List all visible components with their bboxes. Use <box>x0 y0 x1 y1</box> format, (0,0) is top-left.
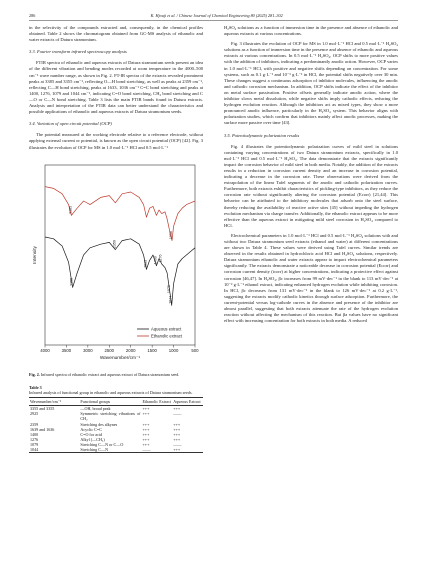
table-cell: +++ <box>142 426 150 432</box>
table-cell: +++ <box>142 411 150 417</box>
chart-legend <box>137 326 183 338</box>
table-cell: +++ <box>173 426 181 432</box>
table-cell: +++ <box>142 431 150 437</box>
peak-label: 3355 <box>69 277 74 286</box>
table-cell: +++ <box>142 406 150 412</box>
peak-label: 1079 <box>167 284 172 293</box>
polarization-paragraph: Fig. 4 illustrates the potentiodynamic polarization curves of mild steel in solutions containing varying concentrations of two Datura stramonium extracts, specifically in 1.0 mol·L⁻¹ HCl and 0.5 mol·L⁻¹ H₂SO₄. The data demonstrate that the extracts significantly impact the corrosion behavior of mild steel in both media. Notably, the addition of the extracts results in a reduction in corrosion current density and an increase in corrosion potential, indicating a decrease in the corrosion rate. These observations were derived from the extrapolation of the linear Tafel segments of the anodic and cathodic polarization curves. Furthermore, both extracts exhibit characteristics of pickling-type inhibitors, as they reduce the corrosion rate without significantly altering the corrosion potential (Ecorr) [21,44]. This behavior can be attributed to the inhibitory molecules that adsorb onto the steel surface, thereby reducing the availability of reactive active sites [45] without impeding the hydrogen evolution mechanism via charge transfer. Additionally, the ethanolic extract appears to be more effective than the aqueous extract in mitigating mild steel corrosion in H₂SO₄ compared to HCl. <box>224 143 398 228</box>
plot-frame <box>45 165 195 345</box>
table-body <box>29 406 203 453</box>
table-cell: —— <box>142 447 173 453</box>
peak-label: 1633 <box>143 259 148 268</box>
table-cell: 1276 <box>30 436 39 442</box>
table-header-cell: Wavenumber/cm⁻¹ <box>29 398 79 406</box>
table-cell: +++ <box>173 436 181 442</box>
page-header <box>29 10 398 21</box>
x-tick-label: 500 <box>191 347 199 353</box>
table-cell: Stretching C—N <box>79 447 141 453</box>
table-cell: 1400 <box>30 431 39 437</box>
peak-label: 3385 <box>68 205 73 214</box>
ocp-results-paragraph: Fig. 3 illustrates the evolution of OCP for MS in 1.0 mol·L⁻¹ HCl and 0.5 mol·L⁻¹ H₂SO₄ solutions as a function of immersion time in the presence and absence of ethanolic and aqueous extracts at various concentrations. In 0.5 mol·L⁻¹ H₂SO₄, OCP shifts to more positive values with the addition of inhibitors, indicating a predominantly anodic action. However, OCP varies in 1.0 mol·L⁻¹ HCl, with positive and negative shifts depending on concentration. For some systems, such as 0.1 g·L⁻¹ and 10⁻³ g·L⁻¹ in HCl, the potential shifts negatively over 30 min. These changes suggest a continuous adsorption of inhibitor molecules, influencing the anodic and cathodic corrosion mechanism. In addition, OCP shifts indicate the effect of the inhibitor on metal surface passivation. Positive offsets generally indicate anodic action, where the inhibitor slows metal dissolution, while negative shifts imply cathodic effects, reducing the hydrogen evolution reaction. Although the inhibitors act as mixed types, they show a more pronounced anodic influence, particularly in the H₂SO₄ system. This behavior aligns with polarization studies, which confirm that inhibitors mainly affect anodic processes, making the surface more passive over time [43]. <box>224 41 398 126</box>
table-row <box>29 411 203 421</box>
intro-paragraph: in the selectivity of the compounds extracted and, consequently, in the chemical profiles obtained. Table 2 shows the chromatogram obtained from GC-MS analysis of ethanolic and water extracts of Datura stramonium. <box>29 25 203 43</box>
legend-label: Aqueous extract <box>151 325 182 331</box>
table-cell: 3355 and 3355 <box>30 406 55 412</box>
table-cell: 1079 <box>30 441 39 447</box>
table-cell: —— <box>173 411 182 417</box>
table-cell: 1639 and 1636 <box>30 426 55 432</box>
y-axis-label: Intensity <box>33 245 38 264</box>
x-tick-label: 2000 <box>125 347 136 353</box>
table-cell: +++ <box>142 421 150 427</box>
x-tick-label: 1500 <box>147 347 157 353</box>
table-header-cell: Ethanolic Extract <box>142 399 172 405</box>
table-cell: C=O for acid <box>80 431 103 437</box>
ocp-continuation-paragraph: H₂SO₄ solutions as a function of immersion time in the presence and absence of ethanolic and aqueous extracts at various concentrations. <box>224 25 398 37</box>
peak-label: 1276 <box>158 254 163 263</box>
legend-label: Ethanolic extract <box>151 332 182 338</box>
section-3-4-heading: 3.4. Variation of open circuit potential (OCP) <box>29 121 112 127</box>
table-cell: +++ <box>142 441 150 447</box>
table-cell: 2359 <box>30 421 39 427</box>
table-cell: +++ <box>173 421 181 427</box>
table-cell: —— <box>173 441 182 447</box>
figure-caption-text: Infrared spectra of ethanolic extract and aqueous extract of Datura stramonium seed. <box>40 371 180 377</box>
peak-label: 1036 <box>169 230 174 239</box>
table-title: Infrared analysis of functional group in ethanolic and aqueous extracts of Datura stramonium seeds. <box>29 390 193 395</box>
ftir-figure <box>29 157 203 369</box>
page-number: 286 <box>29 12 36 18</box>
chart-series <box>45 186 195 305</box>
ftir-chart <box>29 157 203 369</box>
x-tick-label: 1000 <box>168 347 179 353</box>
table-cell: +++ <box>172 447 203 453</box>
table-cell: 1044 <box>29 447 79 453</box>
x-tick-label: 3000 <box>83 347 93 353</box>
x-tick-label: 2500 <box>104 347 115 353</box>
table-header-cell: Functional groups <box>79 398 141 406</box>
peak-label: 2359 <box>112 239 117 248</box>
table-cell: Stretching des alkynes <box>80 421 118 427</box>
ftir-paragraph: FTIR spectra of ethanolic and aqueous extracts of Datura stramonium seeds present an idea of the different vibration and bending modes recorded at room temperature in the 4000–500 cm⁻¹ wave number range, as shown in Fig. 2. FT-IR spectra of the extracts revealed prominent peaks at 3385 and 3355 cm⁻¹, reflecting O—H bond stretching, as well as peaks at 2359 cm⁻¹, reflecting C—H bond stretching, peaks at 1633, 1036 cm⁻¹ C=C bond stretching and peaks at 1400, 1276, 1079 and 1044 cm⁻¹, indicating C=O bond stretching, CH₂ bond stretching and C—O or C—N bond stretching. Table 3 lists the main FTIR bands found in Datura extracts. Analysis and interpretation of the FTIR data can better understand the characteristics and possible applications of ethanolic and aqueous extracts of Datura stramonium seeds. <box>29 60 203 115</box>
section-3-5-heading: 3.5. Potentiodynamic polarization results <box>224 132 300 138</box>
table-header-cell: Aqueous Extract <box>172 398 203 406</box>
table-cell: Stretching C—N or C—O <box>80 441 124 447</box>
figure-caption-label: Fig. 2. <box>29 371 40 377</box>
table-cell: +++ <box>173 431 181 437</box>
peak-label: 1044 <box>168 295 173 304</box>
section-3-3-heading: 3.3. Fourier transform infrared spectroscopy analysis <box>29 49 127 55</box>
right-column <box>224 25 398 328</box>
table-cell: —OH, broad peak <box>80 406 111 412</box>
journal-citation: K. Hjouji et al. / Chinese Journal of Chemical Engineering 80 (2025) 281–302 <box>150 12 283 18</box>
x-tick-label: 3500 <box>61 347 72 353</box>
ocp-paragraph: The potential measured at the working electrode relative to a reference electrode, without applying external current or potential, is known as the open circuit potential (OCP) [42]. Fig. 3 illustrates the evolution of OCP for MS in 1.0 mol·L⁻¹ HCl and 0.5 mol·L⁻¹ <box>29 132 203 150</box>
table-cell: 2925 <box>30 411 39 417</box>
table-cell: +++ <box>173 406 181 412</box>
table-cell: Acyclic C=C <box>80 426 102 432</box>
table-cell: Symmetric stretching vibrations of CH₂ <box>80 411 141 422</box>
figure-caption <box>29 372 203 377</box>
series-line-0 <box>45 237 195 305</box>
left-column <box>29 25 203 453</box>
table-row <box>29 447 203 453</box>
chart-axes <box>32 165 199 361</box>
electrochemical-parameters-paragraph: Electrochemical parameters in 1.0 mol·L⁻¹ HCl and 0.5 mol·L⁻¹ H₂SO₄ solutions with and without two Datura stramonium seed extracts (ethanol and water) at different concentrations are shown in Table 4. These values were derived using Tafel curves. Similar trends are observed in the results obtained in hydrochloric acid HCl and H₂SO₄ solutions, respectively. Datura stramonium ethanolic and water extracts appear to impact electrochemical parameters significantly. The extracts demonstrate a noticeable decrease in corrosion potential (Ecorr) and corrosion current density (icorr) at higher concentrations, indicating a protective effect against corrosion [46,47]. In H₂SO₄, βc increases from 99 mV·dec⁻¹ in the blank to 113 mV·dec⁻¹ at 10⁻³ g·L⁻¹ ethanol extract, indicating enhanced hydrogen evolution while inhibiting corrosion. In HCl, βc decreases from 131 mV·dec⁻¹ in the blank to 126 mV·dec⁻¹ at 0.2 g·L⁻¹, suggesting the extracts modify cathodic kinetics through surface adsorption. Furthermore, the current-potential versus log-cathode curves in the absence and presence of the inhibitor are almost parallel, suggesting that both extracts attenuate the rate of the hydrogen evolution reaction without affecting the mechanism of this reaction. But βa values have no significant effect with increasing concentration for both extracts in both media. A reduced <box>224 232 398 324</box>
x-tick-label: 4000 <box>40 347 50 353</box>
table-number: Table 3 <box>29 384 42 390</box>
table-cell: +++ <box>142 436 150 442</box>
peak-label: 1400 <box>153 255 158 264</box>
table-cell: Alkyl (—CH₂) <box>80 436 105 442</box>
ftir-table <box>29 397 203 453</box>
table-header-row <box>29 398 203 406</box>
x-axis-label: Wavenumber/cm⁻¹ <box>99 355 141 361</box>
